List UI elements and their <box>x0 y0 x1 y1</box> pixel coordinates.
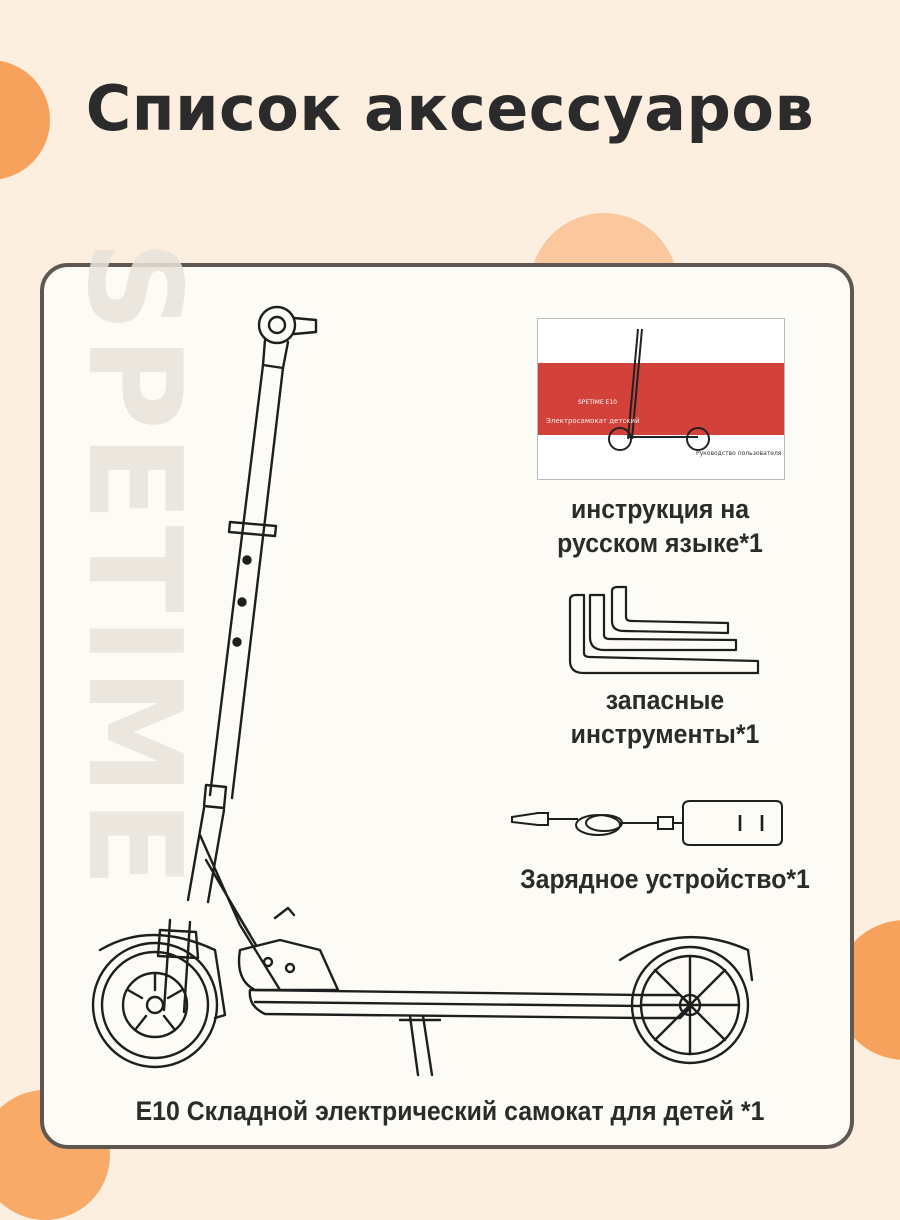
charger-icon <box>508 795 788 855</box>
tools-label-line1: запасные <box>605 685 725 715</box>
brand-watermark: SPETIME <box>59 240 208 892</box>
scooter-label: E10 Складной электрический самокат для детей *1 <box>135 1096 765 1126</box>
hex-keys-icon <box>560 585 770 685</box>
manual-scooter-icon <box>598 319 718 469</box>
page-title: Список аксессуаров <box>85 72 815 145</box>
charger-label: Зарядное устройство*1 <box>520 864 810 894</box>
manual-label-line2: русском языке*1 <box>557 528 763 558</box>
manual-label-line1: инструкция на <box>570 494 750 524</box>
tools-label <box>541 683 789 751</box>
manual-guide-title: Руководство пользователя <box>696 450 782 457</box>
manual-brand: SPETIME E10 <box>578 399 617 406</box>
manual-label <box>531 492 789 560</box>
user-manual-cover <box>537 318 785 480</box>
manual-subtitle: Электросамокат детский <box>546 417 640 425</box>
tools-label-line2: инструменты*1 <box>570 719 760 749</box>
